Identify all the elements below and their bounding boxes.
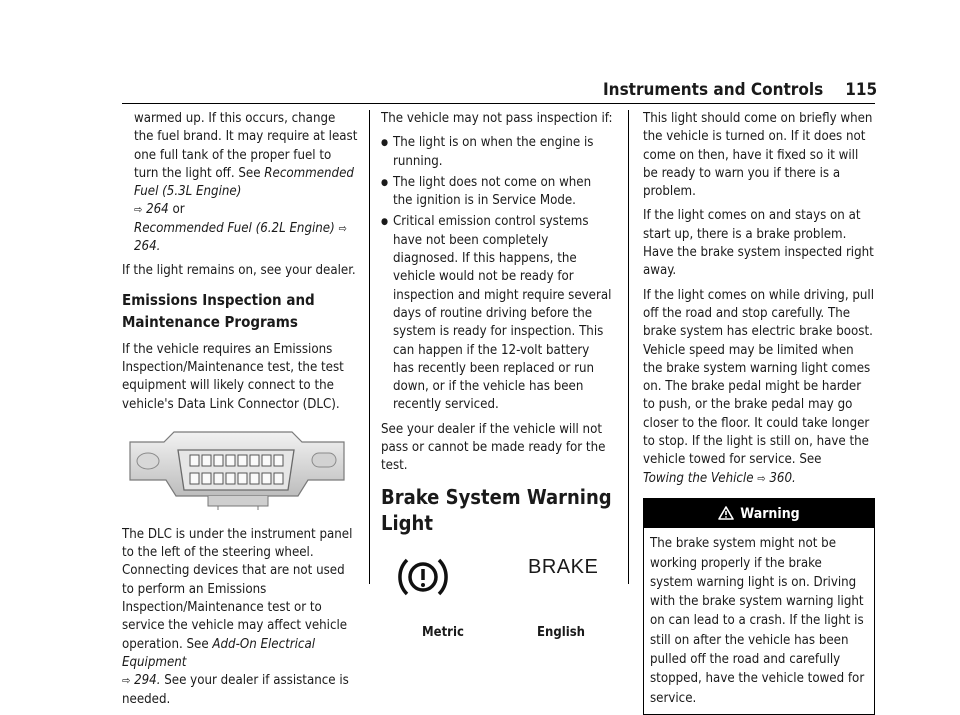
paragraph-start-up: If the light comes on and stays on at start up, there is a brake problem. Have the brake system inspected right away. [643, 208, 874, 279]
paragraph-text: The DLC is under the instrument panel to the left of the steering wheel. Connecting devices that are not used to perform an Emissions Inspection/Maintenance test or to service the vehicle may affect vehicle operation. See [122, 526, 353, 652]
list-item: ● Critical emission control systems have not been completely diagnosed. If this happens, the vehicle would not be ready for inspection and might require several days of routine driving before the system is ready for inspection. This can happen if the 12-volt battery has recently been replaced or run down, or if the vehicle has been recently serviced. [381, 213, 613, 414]
figure-label-english: English [537, 624, 585, 640]
paragraph-text: warmed up. If this occurs, change the fuel brand. It may require at least one full tank of the proper fuel to turn the light off. See [134, 111, 358, 181]
brake-symbol-figures [381, 542, 613, 642]
paragraph-emissions-test: If the vehicle requires an Emissions Inspection/Maintenance test, the test equipment will likely connect to the vehicle's Data Link Connector (DLC). [122, 341, 344, 412]
paragraph-see-dealer: See your dealer if the vehicle will not pass or cannot be made ready for the test. [381, 421, 606, 474]
header-title: Instruments and Controls [603, 80, 824, 100]
brake-warning-metric-icon [397, 552, 449, 602]
paragraph-tail: See your dealer if assistance is needed. [122, 673, 349, 707]
paragraph-or: or [168, 202, 185, 218]
column-divider [369, 110, 370, 584]
column-divider [628, 110, 629, 584]
xref-towing-the-vehicle[interactable]: Towing the Vehicle [643, 470, 754, 486]
xref-page-294[interactable]: 294. [134, 673, 161, 689]
column-right [643, 110, 875, 715]
warning-header [644, 499, 874, 528]
xref-recommended-fuel-62[interactable]: Recommended Fuel (6.2L Engine) [134, 220, 335, 236]
header-rule [122, 103, 875, 104]
xref-add-on-electrical[interactable]: Add-On Electrical Equipment [122, 636, 316, 670]
heading-emissions-inspection: Emissions Inspection and Maintenance Programs [122, 290, 315, 331]
running-header [603, 80, 878, 102]
xref-recommended-fuel-53[interactable]: Recommended Fuel (5.3L Engine) [134, 165, 354, 200]
dlc-connector-illustration [122, 422, 358, 518]
page-number: 115 [845, 80, 878, 100]
page-arrow-icon: ⇨ [122, 674, 131, 688]
xref-page-360[interactable]: 360. [769, 470, 796, 486]
warning-box [643, 498, 875, 715]
list-item: ● The light does not come on when the ignition is in Service Mode. [381, 174, 613, 211]
heading-brake-system-warning-light: Brake System Warning Light [381, 484, 612, 535]
paragraph-light-briefly: This light should come on briefly when the vehicle is turned on. If it does not come on then, have it fixed so it will be ready to warn you if there is a problem. [643, 111, 873, 200]
page-arrow-icon: ⇨ [338, 221, 347, 235]
page-arrow-icon: ⇨ [134, 203, 143, 217]
xref-page-264-b[interactable]: 264. [134, 239, 161, 255]
warning-body [644, 528, 874, 714]
paragraph-fuel-continued [122, 110, 358, 256]
paragraph-text: If the light comes on while driving, pull off the road and stop carefully. The brake system has electric brake boost. Vehicle speed may be limited when the brake system warning light comes on. The brake pedal might be harder to push, or the brake pedal may go closer to the floor. It could take longer to stop. If the light is still on, have the vehicle towed for service. See [643, 287, 875, 468]
column-middle [381, 110, 613, 642]
inspection-bullet-list [381, 134, 613, 414]
warning-triangle-icon [718, 506, 734, 520]
paragraph-light-remains-on: If the light remains on, see your dealer. [122, 263, 356, 279]
xref-page-264-a[interactable]: 264 [146, 202, 169, 218]
page-arrow-icon: ⇨ [757, 471, 766, 485]
brake-warning-english-icon: BRAKE [528, 555, 599, 578]
paragraph-dlc-location [122, 526, 358, 709]
warning-text: The brake system might not be working properly if the brake system warning light is on. Driving with the brake system warning light on can lead to a crash. If the light is still on after the vehicle has been pulled off the road and carefully stopped, have the vehicle towed for service. [650, 536, 865, 706]
figure-label-metric: Metric [422, 624, 464, 640]
warning-title: Warning [740, 505, 800, 522]
list-item: ● The light is on when the engine is running. [381, 134, 613, 171]
column-left [122, 110, 358, 715]
dlc-connector-icon [122, 422, 352, 518]
paragraph-while-driving [643, 287, 875, 488]
paragraph-inspection-intro: The vehicle may not pass inspection if: [381, 111, 613, 126]
